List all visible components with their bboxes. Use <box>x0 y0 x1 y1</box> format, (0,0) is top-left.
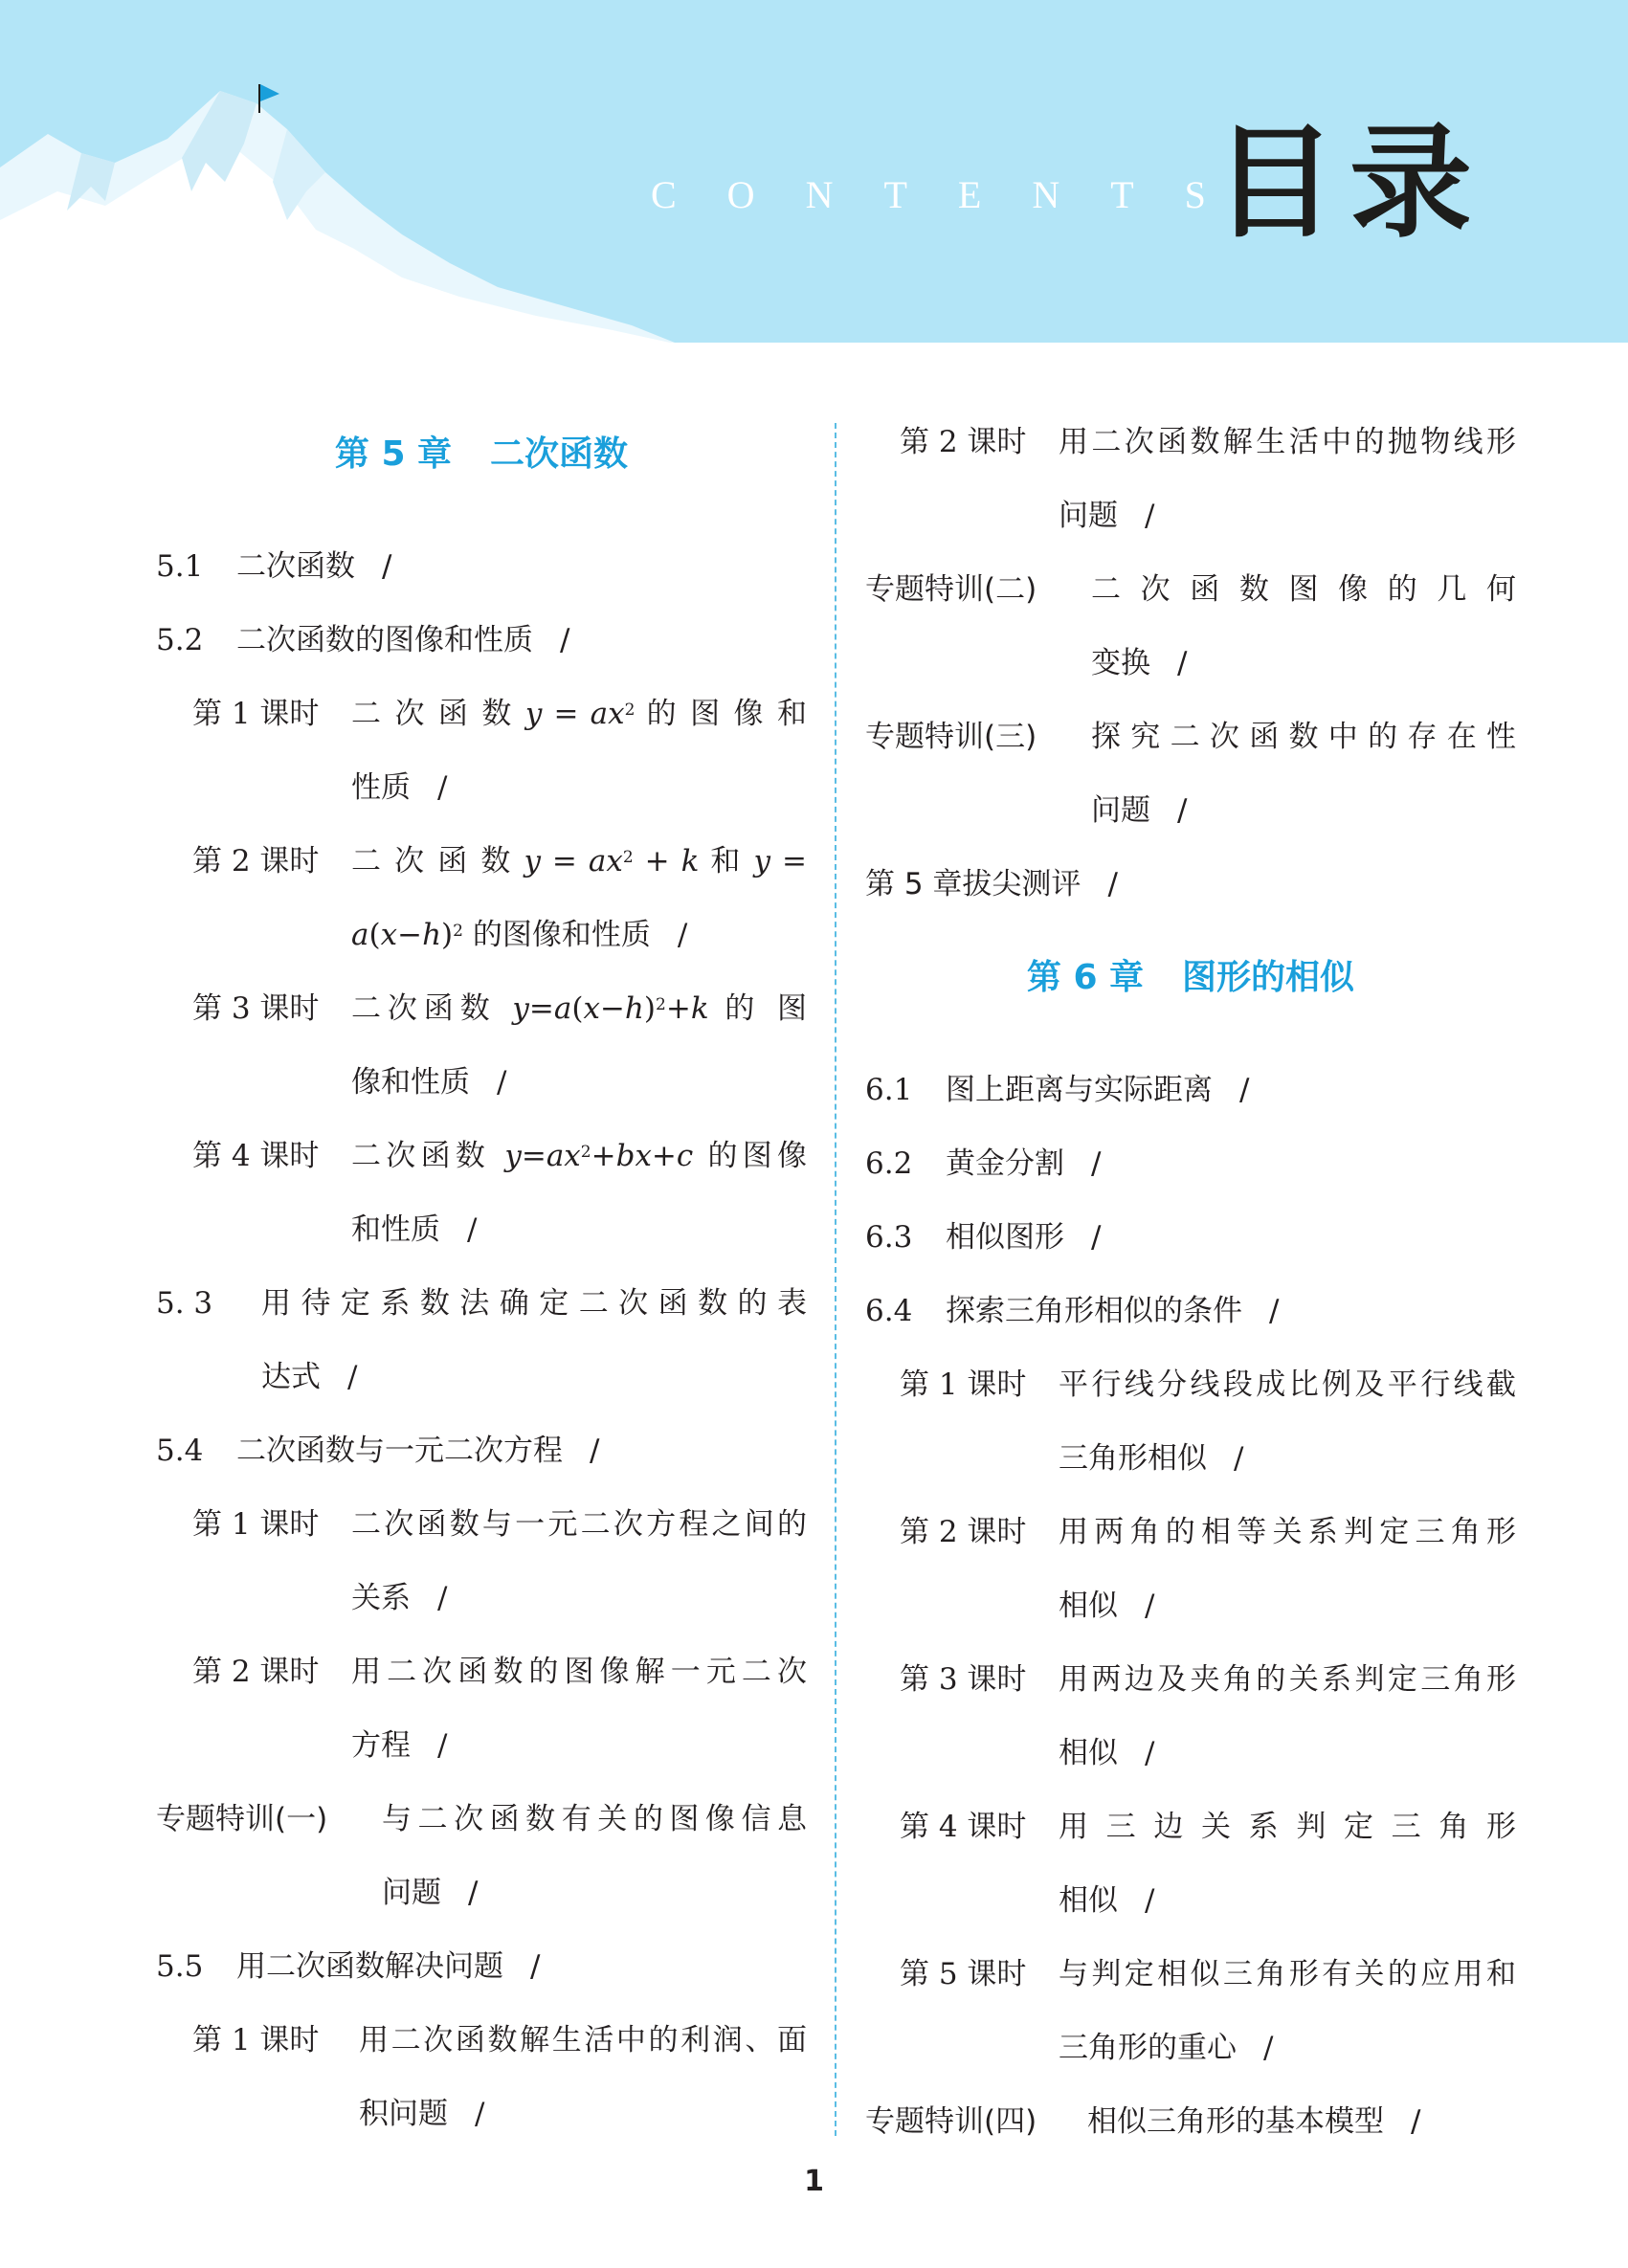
special-label: 专题特训(四) <box>865 2104 1037 2139</box>
lesson-title: 二次函数 <box>351 1139 491 1173</box>
lesson-title: 用三边关系判定三角形 <box>1059 1810 1516 1844</box>
flag-icon <box>260 84 279 101</box>
special-title-cont: 问题 <box>382 1876 441 1910</box>
chapter-5-heading[interactable] <box>156 421 807 488</box>
lesson-title: 用两边及夹角的关系判定三角形 <box>1059 1662 1516 1697</box>
section-number: 6.1 <box>865 1073 913 1107</box>
chapter-6-number: 第 6 章 <box>1026 958 1145 997</box>
page-ref: / <box>347 1360 358 1394</box>
toc-entry-6-2[interactable] <box>865 1127 1516 1201</box>
lesson-title: 平行线分线段成比例及平行线截 <box>1059 1367 1516 1402</box>
toc-entry-5-3[interactable] <box>156 1267 807 1414</box>
lesson-title: 用二次函数的图像解一元二次 <box>351 1655 807 1689</box>
lesson-title-cont: 关系 <box>351 1581 411 1615</box>
toc-entry-5-5[interactable] <box>156 1930 807 2004</box>
page-ref: / <box>1145 1589 1155 1623</box>
section-title-cont: 达式 <box>261 1360 321 1394</box>
toc-entry-special-1[interactable] <box>156 1783 807 1930</box>
lesson-label: 第 5 课时 <box>900 1957 1027 1991</box>
lesson-label: 第 2 课时 <box>900 425 1027 459</box>
lesson-title-cont: 的图像和性质 <box>472 918 651 952</box>
lesson-title: 二次函数 <box>351 991 497 1026</box>
toc-entry-6-4[interactable] <box>865 1275 1516 1348</box>
lesson-title: 用二次函数解生活中的利润、面 <box>359 2023 807 2057</box>
section-title: 用二次函数解决问题 <box>236 1949 503 1984</box>
lesson-title: 用两角的相等关系判定三角形 <box>1059 1515 1516 1549</box>
page-ref: / <box>1411 2104 1421 2139</box>
page-ref: / <box>1145 499 1155 533</box>
page-ref: / <box>530 1949 541 1984</box>
lesson-title: 二次函数与一元二次方程之间的 <box>351 1507 807 1542</box>
page-ref: / <box>1145 1736 1155 1770</box>
lesson-title: 二 次 函 数 <box>351 697 514 731</box>
toc-entry-6-4-lesson-2[interactable] <box>900 1496 1516 1643</box>
page-ref: / <box>560 623 570 657</box>
page-ref: / <box>382 549 392 584</box>
section-title: 用待定系数法确定二次函数的表 <box>261 1286 807 1321</box>
toc-entry-special-2[interactable] <box>865 553 1516 700</box>
special-title-cont: 问题 <box>1091 793 1150 828</box>
chapter-6-title: 图形的相似 <box>1182 958 1355 997</box>
lesson-title: 二 次 函 数 <box>351 844 513 878</box>
lesson-label: 第 4 课时 <box>900 1810 1027 1844</box>
section-title: 二次函数与一元二次方程 <box>236 1434 563 1468</box>
toc-entry-5-4[interactable] <box>156 1414 807 1488</box>
lesson-title-cont: 和性质 <box>351 1212 440 1247</box>
page-ref: / <box>1091 1220 1102 1255</box>
lesson-title-cont: 和 <box>710 844 743 878</box>
section-number: 5.5 <box>156 1949 204 1984</box>
section-title: 二次函数 <box>236 549 355 584</box>
toc-entry-5-2-lesson-3[interactable]: 第 3 课时 二次函数 $y=a(x-h)^2+k$ 的 图 像和性质 / <box>192 972 807 1120</box>
section-number: 6.2 <box>865 1146 913 1181</box>
section-number: 5.2 <box>156 623 204 657</box>
toc-entry-5-2-lesson-4[interactable]: 第 4 课时 二次函数 $y=ax^2+bx+c$ 的图像 和性质 / <box>192 1120 807 1267</box>
section-title: 图上距离与实际距离 <box>946 1073 1213 1107</box>
lesson-label: 第 1 课时 <box>192 697 320 731</box>
lesson-title-cont: 性质 <box>351 770 411 805</box>
lesson-title-cont: 方程 <box>351 1728 411 1763</box>
page-ref: / <box>1239 1073 1250 1107</box>
lesson-title-cont: 三角形相似 <box>1059 1441 1207 1476</box>
toc-entry-special-3[interactable] <box>865 700 1516 848</box>
page-ref: / <box>467 1212 478 1247</box>
section-number: 5.4 <box>156 1434 204 1468</box>
page-ref: / <box>437 1728 448 1763</box>
lesson-title-cont: 积问题 <box>359 2097 448 2131</box>
toc-entry-5-2-lesson-2[interactable]: 第 2 课时 二 次 函 数 $y = ax^2 + k$ 和 y = $a(x-h)^2$ 的图像和性质 / <box>192 825 807 972</box>
toc-entry-special-4[interactable] <box>865 2085 1516 2159</box>
special-title: 二次函数图像的几何 <box>1091 572 1516 607</box>
lesson-label: 第 1 课时 <box>192 1507 320 1542</box>
special-label: 专题特训(三) <box>865 720 1037 754</box>
page-ref: / <box>475 2097 485 2131</box>
page-ref: / <box>1145 1883 1155 1918</box>
special-title: 相似三角形的基本模型 <box>1087 2104 1384 2139</box>
lesson-label: 第 1 课时 <box>900 1367 1027 1402</box>
lesson-label: 第 4 课时 <box>192 1139 320 1173</box>
lesson-title-cont: 三角形的重心 <box>1059 2031 1237 2065</box>
section-number: 6.3 <box>865 1220 913 1255</box>
section-number: 5. 3 <box>156 1286 213 1321</box>
lesson-label: 第 3 课时 <box>192 991 320 1026</box>
page-title: 目录 <box>1214 112 1486 255</box>
toc-entry-6-1[interactable] <box>865 1054 1516 1127</box>
special-title: 与二次函数有关的图像信息 <box>382 1802 807 1836</box>
lesson-title: 与判定相似三角形有关的应用和 <box>1059 1957 1516 1991</box>
lesson-title-cont: 的图像 <box>707 1139 808 1173</box>
page-ref: / <box>1263 2031 1274 2065</box>
header-banner <box>0 0 1628 343</box>
lesson-title-cont: 相似 <box>1059 1589 1118 1623</box>
special-title: 探究二次函数中的存在性 <box>1091 720 1516 754</box>
column-divider <box>835 423 836 2136</box>
toc-entry-5-5-lesson-2[interactable] <box>900 406 1516 553</box>
toc-entry-chapter-5-test[interactable] <box>865 848 1516 922</box>
lesson-title-cont: 相似 <box>1059 1736 1118 1770</box>
section-number: 5.1 <box>156 549 204 584</box>
section-title: 黄金分割 <box>946 1146 1064 1181</box>
page-ref: / <box>1177 793 1188 828</box>
special-label: 专题特训(一) <box>156 1802 328 1836</box>
lesson-label: 第 2 课时 <box>900 1515 1027 1549</box>
chapter-5-number: 第 5 章 <box>334 434 453 474</box>
page-ref: / <box>1269 1294 1280 1328</box>
page-ref: / <box>468 1876 479 1910</box>
page-ref: / <box>437 770 448 805</box>
page-ref: / <box>1107 867 1118 901</box>
page-ref: / <box>1177 646 1188 680</box>
toc-entry-5-5-lesson-1[interactable] <box>192 2004 807 2151</box>
toc-entry-5-2-lesson-1[interactable]: 第 1 课时 二 次 函 数 $y = ax^2$ 的 图 像 和 性质 / <box>192 678 807 825</box>
section-title: 二次函数的图像和性质 <box>236 623 533 657</box>
toc-right-column <box>865 406 1516 2159</box>
toc-entry-6-4-lesson-3[interactable] <box>900 1643 1516 1790</box>
page-ref: / <box>1234 1441 1244 1476</box>
toc-entry-6-4-lesson-4[interactable] <box>900 1790 1516 1938</box>
toc-entry-6-4-lesson-1[interactable] <box>900 1348 1516 1496</box>
toc-entry-6-4-lesson-5[interactable] <box>900 1938 1516 2085</box>
page-ref: / <box>497 1065 507 1100</box>
toc-entry-5-4-lesson-2[interactable] <box>192 1635 807 1783</box>
lesson-label: 第 2 课时 <box>192 1655 320 1689</box>
test-title: 第 5 章拔尖测评 <box>865 867 1082 901</box>
page-ref: / <box>677 918 688 952</box>
special-title-cont: 变换 <box>1091 646 1150 680</box>
lesson-label: 第 3 课时 <box>900 1662 1027 1697</box>
section-title: 相似图形 <box>946 1220 1064 1255</box>
section-number: 6.4 <box>865 1294 913 1328</box>
lesson-title-cont: 像和性质 <box>351 1065 470 1100</box>
chapter-5-title: 二次函数 <box>490 434 629 474</box>
special-label: 专题特训(二) <box>865 572 1037 607</box>
contents-word: CONTENTS <box>651 173 1257 216</box>
toc-left-column <box>156 411 807 2151</box>
lesson-title: 用二次函数解生活中的抛物线形 <box>1059 425 1516 459</box>
page-ref: / <box>437 1581 448 1615</box>
lesson-title-cont: 相似 <box>1059 1883 1118 1918</box>
lesson-title-cont: 的 图 像 和 <box>646 697 808 731</box>
section-title: 探索三角形相似的条件 <box>946 1294 1242 1328</box>
page-ref: / <box>1091 1146 1102 1181</box>
page-ref: / <box>590 1434 600 1468</box>
toc-entry-5-4-lesson-1[interactable] <box>192 1488 807 1635</box>
lesson-label: 第 1 课时 <box>192 2023 320 2057</box>
lesson-title-cont: 问题 <box>1059 499 1118 533</box>
toc-entry-5-2[interactable] <box>156 604 807 678</box>
chapter-6-heading[interactable] <box>865 945 1516 1012</box>
lesson-label: 第 2 课时 <box>192 844 320 878</box>
page-number: 1 <box>804 2165 824 2198</box>
lesson-title-cont: 的 图 <box>725 991 808 1026</box>
toc-entry-5-1[interactable] <box>156 530 807 604</box>
toc-entry-6-3[interactable] <box>865 1201 1516 1275</box>
